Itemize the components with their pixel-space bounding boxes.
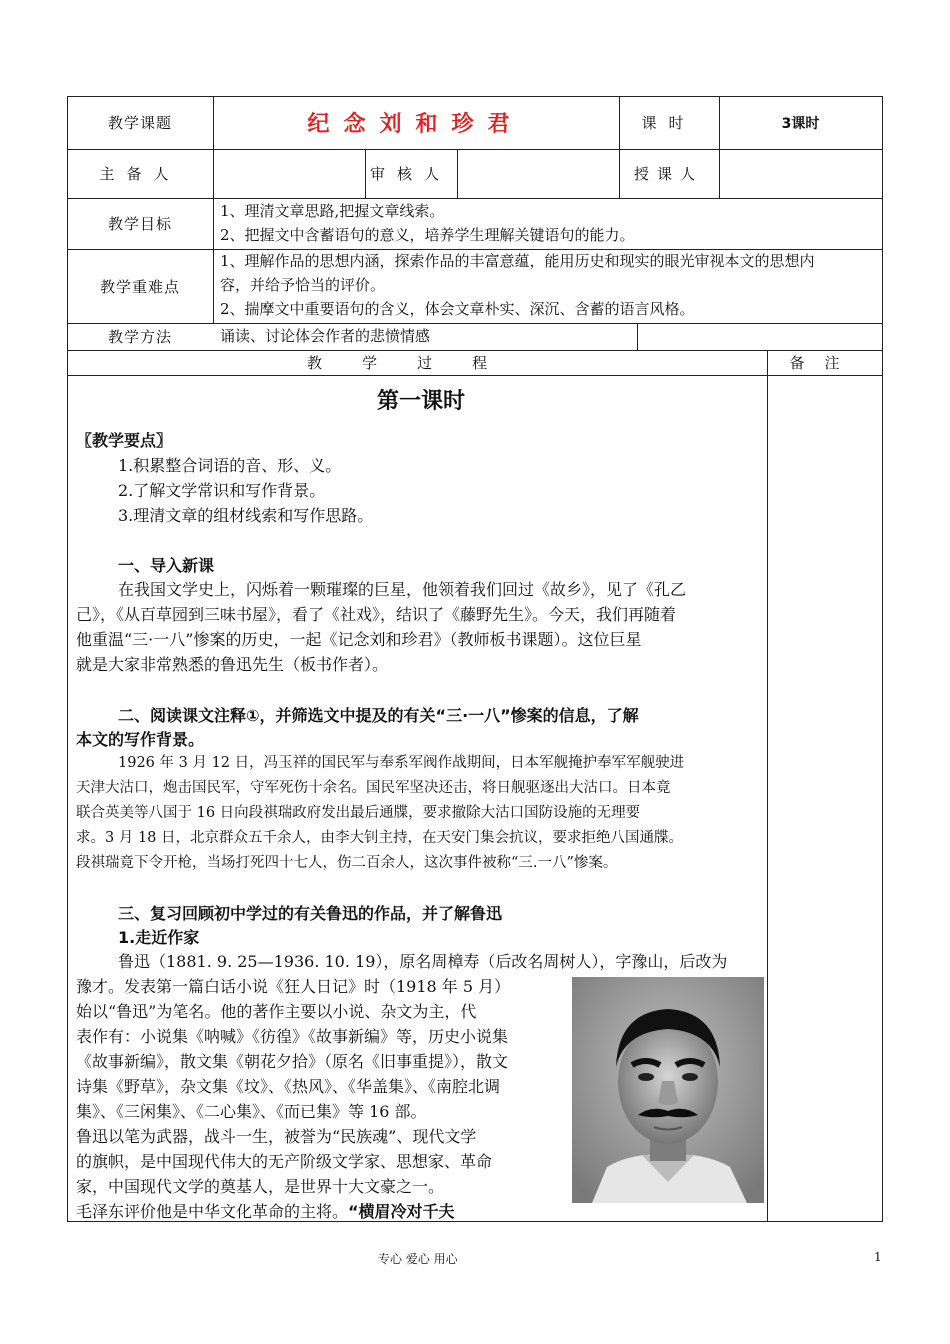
topic-label: 教学课题 xyxy=(107,114,172,132)
section-3-heading: 三、复习回顾初中学过的有关鲁迅的作品，并了解鲁迅 xyxy=(118,904,503,923)
teacher-label: 授课人 xyxy=(633,164,703,183)
section-1-line-3: 他重温“三·一八”惨案的历史，一起《记念刘和珍君》（教师板书课题）。这位巨星 xyxy=(76,630,642,649)
section-3-subheading: 1.走近作家 xyxy=(118,928,200,947)
points-heading: 〖教学要点〗 xyxy=(76,431,173,450)
section-3-line-11 xyxy=(76,1199,455,1222)
section-3-line-9: 的旗帜，是中国现代伟大的无产阶级文学家、思想家、革命 xyxy=(76,1152,493,1171)
key-point-line-1: 1、理解作品的思想内涵，探索作品的丰富意蕴，能用历史和现实的眼光审视本文的思想内 xyxy=(220,252,815,270)
lesson-title: 第一课时 xyxy=(376,389,465,414)
section-3-line-6: 诗集《野草》，杂文集《坟》、《热风》、《华盖集》、《南腔北调 xyxy=(76,1077,501,1096)
preparer-label: 主备人 xyxy=(99,164,181,183)
reviewer-label: 审核人 xyxy=(369,164,451,183)
lesson-topic-title: 纪念刘和珍君 xyxy=(307,112,524,137)
goal-1: 1、理清文章思路,把握文章线索。 xyxy=(220,202,445,220)
section-3-line-4: 表作有：小说集《呐喊》《彷徨》《故事新编》等，历史小说集 xyxy=(76,1027,509,1046)
hours-label: 课时 xyxy=(641,114,696,132)
section-1-line-2: 己》，《从百草园到三味书屋》，看了《社戏》，结识了《藤野先生》。今天，我们再随着 xyxy=(76,605,677,624)
mao-comment: 毛泽东评价他是中华文化革命的主将。 xyxy=(76,1202,349,1221)
section-3-line-10: 家，中国现代文学的奠基人，是世界十大文豪之一。 xyxy=(76,1177,445,1196)
section-1-line-1: 在我国文学史上，闪烁着一颗璀璨的巨星，他领着我们回过《故乡》，见了《孔乙 xyxy=(118,580,687,599)
point-1: 1.积累整合词语的音、形、义。 xyxy=(118,456,342,475)
section-3-line-2: 豫才。发表第一篇白话小说《狂人日记》时（1918 年 5 月） xyxy=(76,977,511,996)
section-2-line-3: 联合英美等八国于 16 日向段祺瑞政府发出最后通牒，要求撤除大沽口国防设施的无理要 xyxy=(76,805,641,821)
mao-quote: “横眉冷对千夫 xyxy=(348,1202,455,1221)
section-2-line-2: 天津大沽口，炮击国民军，守军死伤十余名。国民军坚决还击，将日舰驱逐出大沽口。日本竟 xyxy=(76,780,671,796)
page-number: 1 xyxy=(874,1250,882,1264)
footer-motto: 专心 爱心 用心 xyxy=(378,1252,458,1266)
section-2-heading-line-2: 本文的写作背景。 xyxy=(76,730,205,749)
goals-label: 教学目标 xyxy=(107,214,172,233)
method-label: 教学方法 xyxy=(107,327,172,346)
process-label: 教学过程 xyxy=(306,353,527,372)
key-points-label: 教学重难点 xyxy=(99,277,180,296)
section-1-heading: 一、导入新课 xyxy=(118,556,215,575)
goal-2: 2、把握文中含蓄语句的意义，培养学生理解关键语句的能力。 xyxy=(220,226,635,244)
section-3-line-3: 始以“鲁迅”为笔名。他的著作主要以小说、杂文为主，代 xyxy=(76,1002,477,1021)
section-1-line-4: 就是大家非常熟悉的鲁迅先生（板书作者）。 xyxy=(76,655,389,674)
author-portrait-photo xyxy=(572,977,764,1203)
key-point-line-3: 2、揣摩文中重要语句的含义，体会文章朴实、深沉、含蓄的语言风格。 xyxy=(220,300,695,318)
section-2-heading-line-1: 二、阅读课文注释①，并筛选文中提及的有关“三·一八”惨案的信息，了解 xyxy=(118,706,639,725)
section-2-line-1: 1926 年 3 月 12 日，冯玉祥的国民军与奉系军阀作战期间，日本军舰掩护奉军军舰驶进 xyxy=(118,755,685,771)
point-3: 3.理清文章的组材线索和写作思路。 xyxy=(118,506,374,525)
key-point-line-2: 容，并给予恰当的评价。 xyxy=(220,276,386,294)
section-2-line-5: 段祺瑞竟下令开枪，当场打死四十七人，伤二百余人，这次事件被称“三.一八”惨案。 xyxy=(76,855,618,871)
section-3-line-1: 鲁迅（1881. 9. 25—1936. 10. 19），原名周樟寿（后改名周树人），字豫山，后改为 xyxy=(118,952,728,971)
notes-label: 备注 xyxy=(789,353,860,372)
section-3-line-7: 集》、《三闲集》、《二心集》、《而已集》等 16 部。 xyxy=(76,1102,427,1121)
point-2: 2.了解文学常识和写作背景。 xyxy=(118,481,326,500)
section-3-line-5: 《故事新编》，散文集《朝花夕拾》（原名《旧事重提》），散文 xyxy=(76,1052,509,1071)
section-3-line-8: 鲁迅以笔为武器，战斗一生，被誉为“民族魂”、现代文学 xyxy=(76,1127,477,1146)
hours-value: 3课时 xyxy=(781,115,820,132)
section-2-line-4: 求。3 月 18 日，北京群众五千余人，由李大钊主持，在天安门集会抗议，要求拒绝八国通牒。 xyxy=(76,830,683,846)
method-text: 诵读、讨论体会作者的悲愤情感 xyxy=(220,327,431,345)
